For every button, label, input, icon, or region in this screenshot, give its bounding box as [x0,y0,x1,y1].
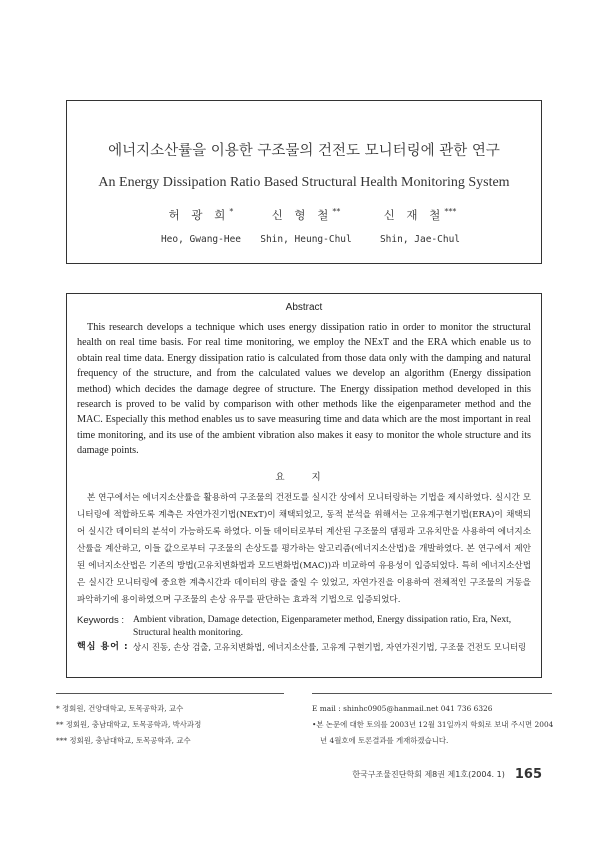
title-korean: 에너지소산률을 이용한 구조물의 건전도 모니터링에 관한 연구 [108,143,500,159]
keywords-label-ko: 핵심 용어 : [77,642,129,652]
keywords-korean [77,641,531,654]
affiliation-1: * 정회원, 건양대학교, 토목공학과, 교수 [56,704,184,713]
abstract-heading: Abstract [285,302,323,313]
author-name-ko: 신 형 철 [271,208,333,222]
author-name-ko: 허 광 희 [168,208,230,222]
title-box [66,100,542,264]
author-name-en: Shin, Jae-Chul [379,234,461,245]
author-mark: * [229,207,234,217]
keywords-english [77,614,531,640]
title-english: An Energy Dissipation Ratio Based Structural Health Monitoring System [98,175,510,190]
keywords-label: Keywords : [77,615,124,626]
abstract-box [66,293,542,678]
author-name-en: Heo, Gwang-Hee [160,234,242,245]
affiliation-3: *** 정회원, 충남대학교, 토목공학과, 교수 [56,736,191,745]
keywords-value-ko: 상시 진동, 손상 검출, 고유치변화법, 에너지소산률, 고유계 구현기법, 자연가진기법, 구조물 건전도 모니터링 [133,642,527,652]
discussion-note: •본 논문에 대한 토의를 2003년 12월 31일까지 학회로 보내 주시면 2004년 4월호에 토론결과를 게재하겠습니다. [312,720,554,745]
abstract-text: This research develops a technique which uses energy dissipation ratio in order to monitor the structural health on real time basis. For real time monitoring, we employ the NExT and the ERA which enable us to obtain real time data. Energy dissipation ratio is calculated from those data only with the damping and natural frequency of the structure, and from the calculated values we develop an algorithm (Energy dissipation method) which decides the damage degree of structure. The Energy dissipation method developed in this research is proved to be valid by comparison with other methods like the eigenparameter method and the MAC. Especially this method enables us to save measuring time and data which are the most important in real time monitoring, and its use of the ambient vibration also makes it easy to monitor the whole structure and its damage points. [77,322,531,457]
journal-info: 한국구조물진단학회 제8권 제1호(2004. 1) [352,770,505,779]
page-number: 165 [514,767,542,782]
affiliation-2: ** 정회원, 충남대학교, 토목공학과, 박사과정 [56,720,202,729]
author-name-en: Shin, Heung-Chul [260,234,352,245]
yoji-text: 본 연구에서는 에너지소산률을 활용하여 구조물의 건전도를 실시간 상에서 모니터링하는 기법을 제시하였다. 실시간 모니터링에 적합하도록 계측은 자연가진기법(NExT)이 채택되었고, 동적 분석을 위해서는 고유계구현기법(ERA)이 채택되어 실시간 데이터의 분석이 가능하도록 하였다. 이들 데이터로부터 계산된 구조물의 댐핑과 고유치만을 사용하여 에너지소산률을 계산하고, 이들 값으로부터 구조물의 손상도를 평가하는 알고리즘(에너지소산법)을 개발하였다. 본 연구에서 제안된 에너지소산법은 기존의 방법(고유치변화법과 모드변화법(MAC))과 비교하여 유용성이 입증되었다. 특히 에너지소산법은 실시간 모니터링에 중요한 계측시간과 데이터의 량을 줄일 수 있었고, 자연가진을 이용하여 전체적인 구조물의 거동을 파악하기에 용이하였으며 구조물의 손상 유무를 판단하는 효과적 기법으로 입증되었다. [77,493,531,605]
footnote-divider-left [56,693,284,694]
author-name-ko: 신 재 철 [383,208,445,222]
email-line: E mail : shinhc0905@hanmail.net 041 736 6326 [312,704,493,713]
page-footer [352,767,542,782]
author-3 [350,207,490,245]
author-mark: *** [444,207,457,217]
author-affiliations [56,701,296,749]
footnote-divider-right [312,693,552,694]
yoji-heading: 요 지 [275,472,333,483]
contact-notes [312,701,558,749]
keywords-value: Ambient vibration, Damage detection, Eigenparameter method, Energy dissipation ratio, Era, Next, Structural health monitoring. [133,615,512,638]
author-mark: ** [332,207,341,217]
